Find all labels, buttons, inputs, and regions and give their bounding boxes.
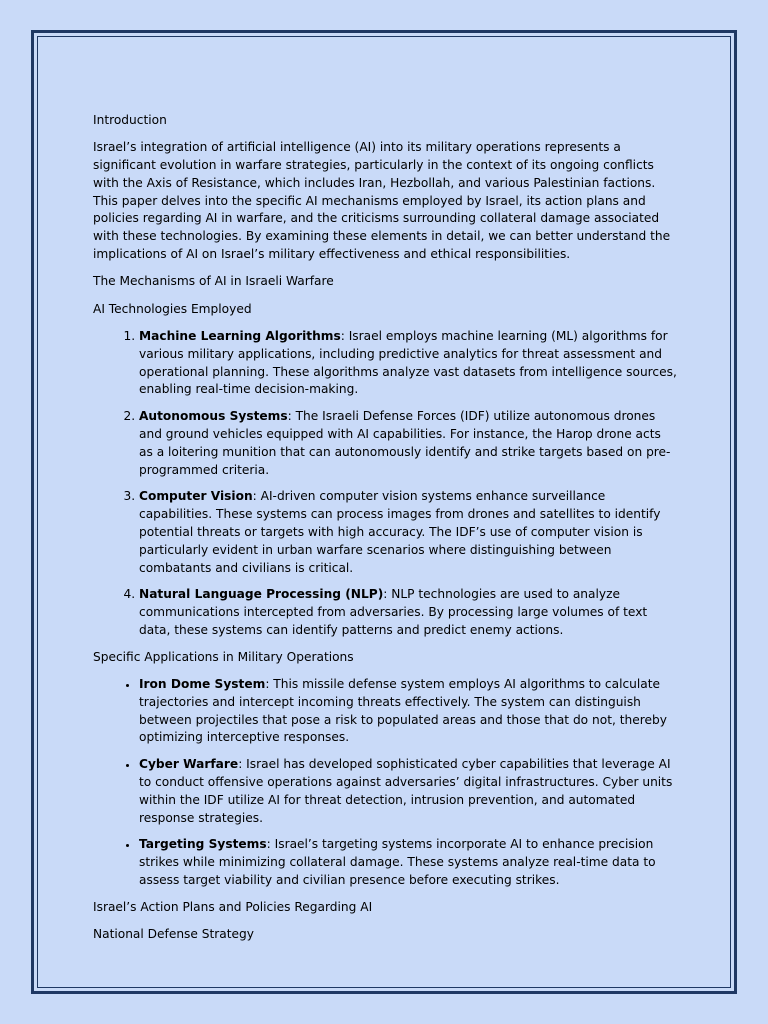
list-item	[139, 586, 678, 639]
list-item-term: Computer Vision	[139, 489, 253, 504]
section-heading-policies: Israel’s Action Plans and Policies Regarding AI	[93, 899, 373, 914]
list-item	[139, 408, 678, 479]
list-item-term: Autonomous Systems	[139, 409, 288, 424]
list-item-term: Iron Dome System	[139, 677, 266, 692]
list-item-term: Natural Language Processing (NLP)	[139, 587, 384, 602]
intro-heading: Introduction	[93, 113, 167, 127]
list-item	[139, 756, 678, 827]
list-item-text: : Israel employs machine learning (ML) algorithms for various military applications, including predictive analytics for threat assessment and operational planning. These algorithms analyze vast datasets from intelligence sources, enabling real-time decision-making.	[139, 328, 677, 397]
subsection-heading-strategy: National Defense Strategy	[93, 927, 254, 942]
section-heading-mechanisms: The Mechanisms of AI in Israeli Warfare	[93, 274, 334, 289]
list-item	[139, 488, 678, 577]
list-item-text: : Israel has developed sophisticated cyber capabilities that leverage AI to conduct offensive operations against adversaries’ digital infrastructures. Cyber units within the IDF utilize AI for threat detection, intrusion prevention, and automated response strategies.	[139, 757, 673, 825]
list-item	[139, 676, 678, 747]
list-item-text: : AI-driven computer vision systems enhance surveillance capabilities. These systems can process images from drones and satellites to identify potential threats or targets with high accuracy. The IDF’s use of computer vision is particularly evident in urban warfare scenarios where distinguishing between combatants and civilians is critical.	[139, 489, 661, 575]
list-item-term: Targeting Systems	[139, 837, 267, 852]
list-item-text: : Israel’s targeting systems incorporate AI to enhance precision strikes while minimizing collateral damage. These systems analyze real-time data to assess target viability and civilian presence before executing strikes.	[139, 837, 656, 887]
list-item-term: Machine Learning Algorithms	[139, 328, 341, 343]
intro-paragraph: Israel’s integration of artificial intelligence (AI) into its military operations represents a significant evolution in warfare strategies, particularly in the context of its ongoing conflicts with the Axis of Resistance, which includes Iran, Hezbollah, and various Palestinian factions. This paper delves into the specific AI mechanisms employed by Israel, its action plans and policies regarding AI in warfare, and the criticisms surrounding collateral damage associated with these technologies. By examining these elements in detail, we can better understand the implications of AI on Israel’s military effectiveness and ethical responsibilities.	[93, 140, 671, 262]
subsection-heading-applications: Specific Applications in Military Operations	[93, 649, 354, 664]
applications-list	[93, 676, 678, 890]
technologies-list	[93, 328, 678, 640]
list-item-text: : This missile defense system employs AI algorithms to calculate trajectories and intercept incoming threats effectively. The system can distinguish between projectiles that pose a risk to populated areas and those that do not, thereby optimizing interceptive responses.	[139, 677, 667, 745]
list-item-text: : NLP technologies are used to analyze communications intercepted from adversaries. By processing large volumes of text data, these systems can identify patterns and predict enemy actions.	[139, 587, 648, 637]
document-body	[93, 112, 678, 953]
list-item-text: : The Israeli Defense Forces (IDF) utilize autonomous drones and ground vehicles equipped with AI capabilities. For instance, the Harop drone acts as a loitering munition that can autonomously identify and strike targets based on pre-programmed criteria.	[139, 409, 671, 477]
list-item	[139, 328, 678, 399]
list-item	[139, 836, 678, 889]
subsection-heading-technologies: AI Technologies Employed	[93, 301, 252, 316]
list-item-term: Cyber Warfare	[139, 757, 239, 772]
